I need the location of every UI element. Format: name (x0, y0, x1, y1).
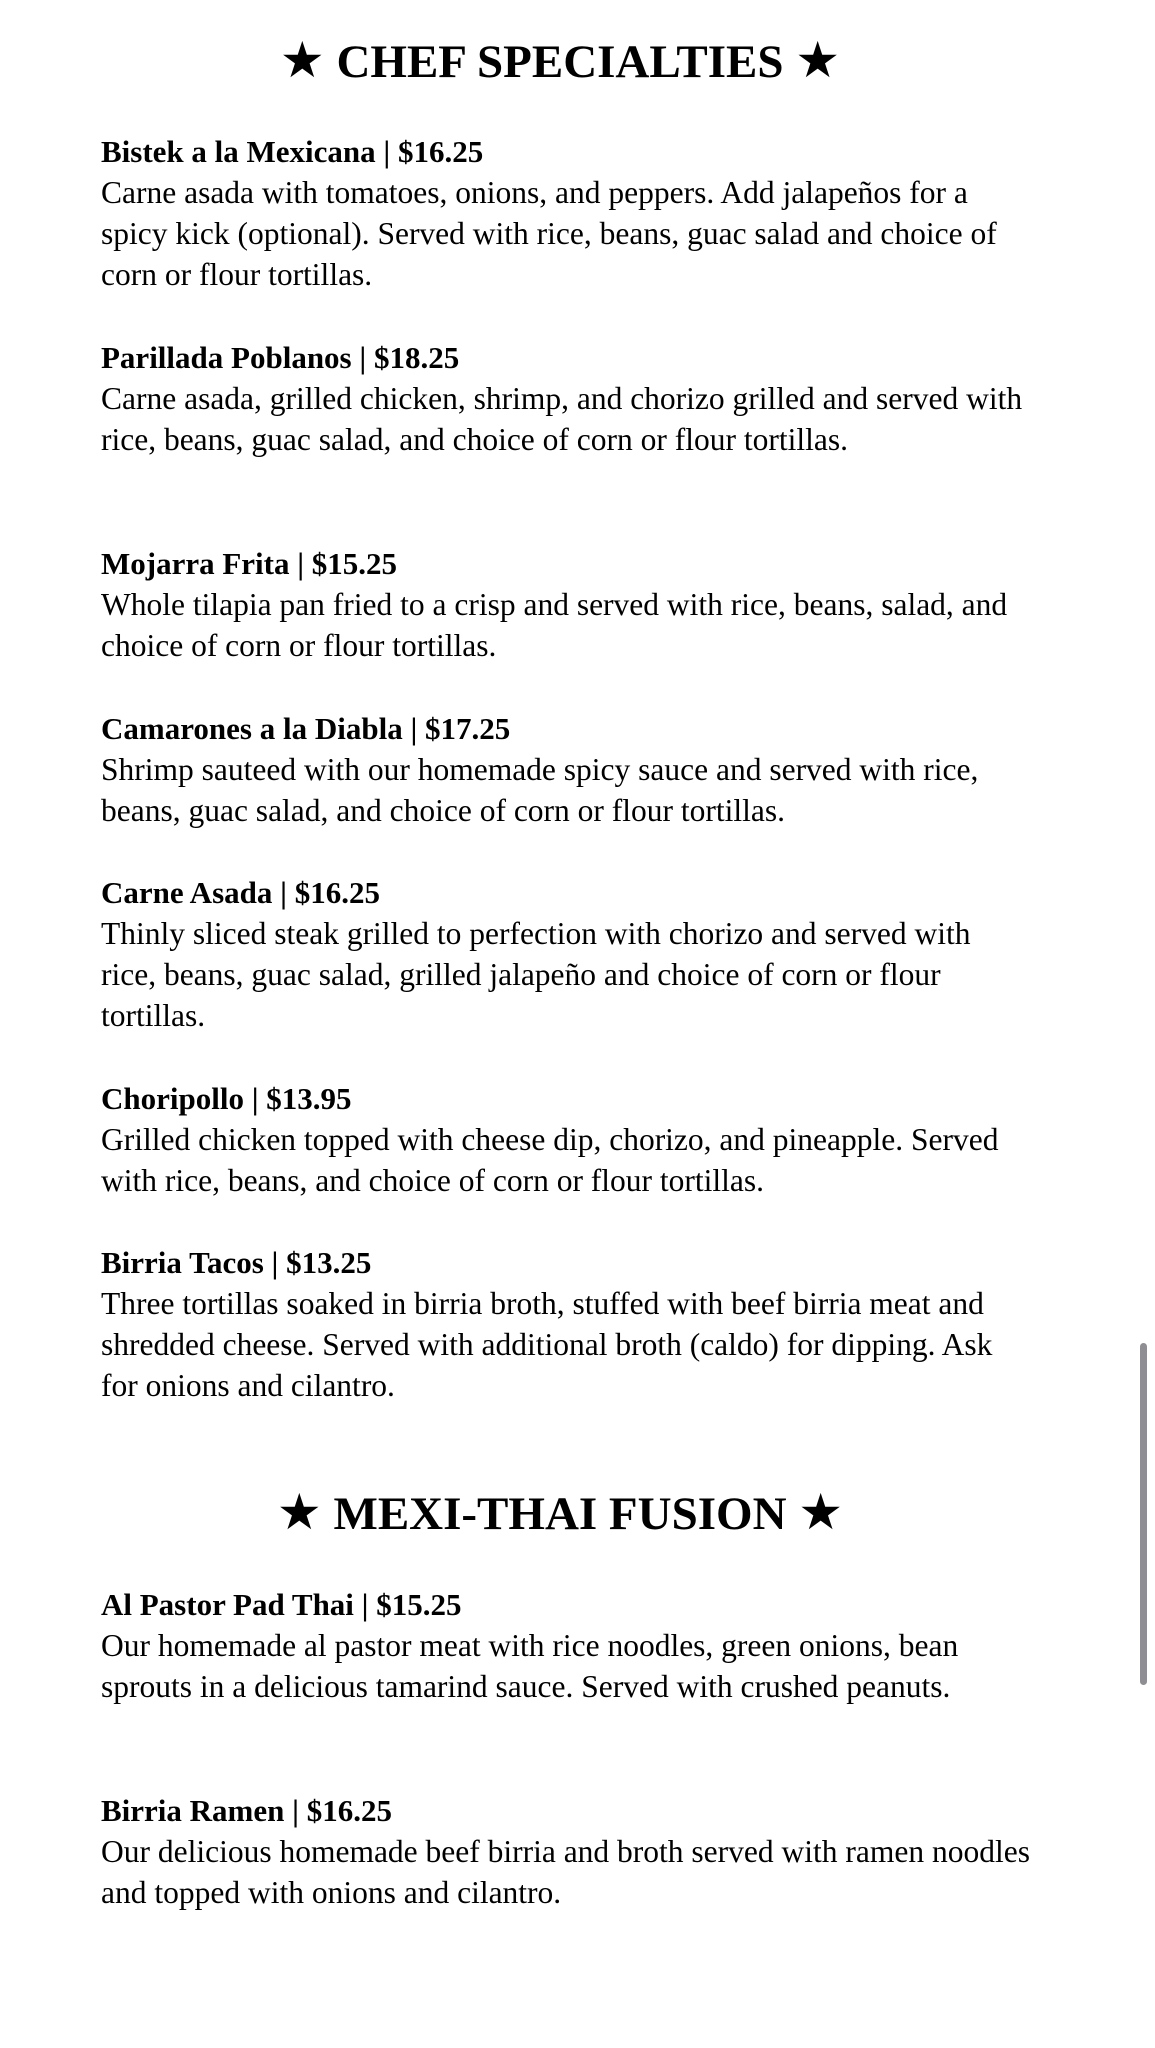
section-title-text: MEXI-THAI FUSION (333, 1488, 787, 1540)
menu-item-name: Mojarra Frita | $15.25 (101, 546, 398, 581)
menu-item-name: Birria Ramen | $16.25 (101, 1793, 392, 1828)
menu-item-name: Carne Asada | $16.25 (101, 875, 380, 910)
menu-item-description: Our homemade al pastor meat with rice noodles, green onions, bean sprouts in a delicious tamarind sauce. Served with crushed peanuts. (101, 1628, 959, 1704)
menu-item-description: Whole tilapia pan fried to a crisp and served with rice, beans, salad, and choice of corn or flour tortillas. (101, 587, 1008, 663)
menu-item-description: Three tortillas soaked in birria broth, stuffed with beef birria meat and shredded cheese. Served with additional broth (caldo) for dipping. Ask for onions and cilantro. (101, 1286, 993, 1403)
menu-item-description: Thinly sliced steak grilled to perfection with chorizo and served with rice, beans, guac salad, grilled jalapeño and choice of corn or flour tortillas. (101, 916, 971, 1033)
scrollbar[interactable] (1140, 1343, 1147, 1685)
star-icon: ★ (276, 1483, 322, 1541)
menu-item (101, 131, 1031, 295)
menu-item-name: Choripollo | $13.95 (101, 1081, 352, 1116)
menu-item (101, 1584, 1031, 1707)
menu-item-name: Camarones a la Diabla | $17.25 (101, 711, 511, 746)
star-icon: ★ (798, 1483, 844, 1541)
menu-item-name: Parillada Poblanos | $18.25 (101, 340, 460, 375)
section-title-mexi-thai-fusion (0, 1482, 1120, 1544)
menu-item (101, 1242, 1031, 1406)
menu-item (101, 1790, 1031, 1913)
menu-item (101, 543, 1031, 666)
menu-item-description: Carne asada with tomatoes, onions, and peppers. Add jalapeños for a spicy kick (optional). Served with rice, beans, guac salad and choice of corn or flour tortillas. (101, 175, 997, 292)
menu-item-description: Grilled chicken topped with cheese dip, chorizo, and pineapple. Served with rice, beans, and choice of corn or flour tortillas. (101, 1122, 999, 1198)
star-icon: ★ (795, 31, 841, 89)
menu-item (101, 337, 1031, 460)
menu-item (101, 1078, 1031, 1201)
menu-item (101, 708, 1031, 831)
menu-item-description: Our delicious homemade beef birria and broth served with ramen noodles and topped with onions and cilantro. (101, 1834, 1030, 1910)
menu-item-description: Shrimp sauteed with our homemade spicy sauce and served with rice, beans, guac salad, and choice of corn or flour tortillas. (101, 752, 979, 828)
menu-item-name: Bistek a la Mexicana | $16.25 (101, 134, 484, 169)
menu-item-description: Carne asada, grilled chicken, shrimp, and chorizo grilled and served with rice, beans, guac salad, and choice of corn or flour tortillas. (101, 381, 1023, 457)
menu-item-name: Al Pastor Pad Thai | $15.25 (101, 1587, 462, 1622)
section-title-chef-specialties (0, 30, 1120, 92)
star-icon: ★ (279, 31, 325, 89)
menu-item (101, 872, 1031, 1036)
menu-item-name: Birria Tacos | $13.25 (101, 1245, 372, 1280)
section-title-text: CHEF SPECIALTIES (336, 36, 784, 88)
